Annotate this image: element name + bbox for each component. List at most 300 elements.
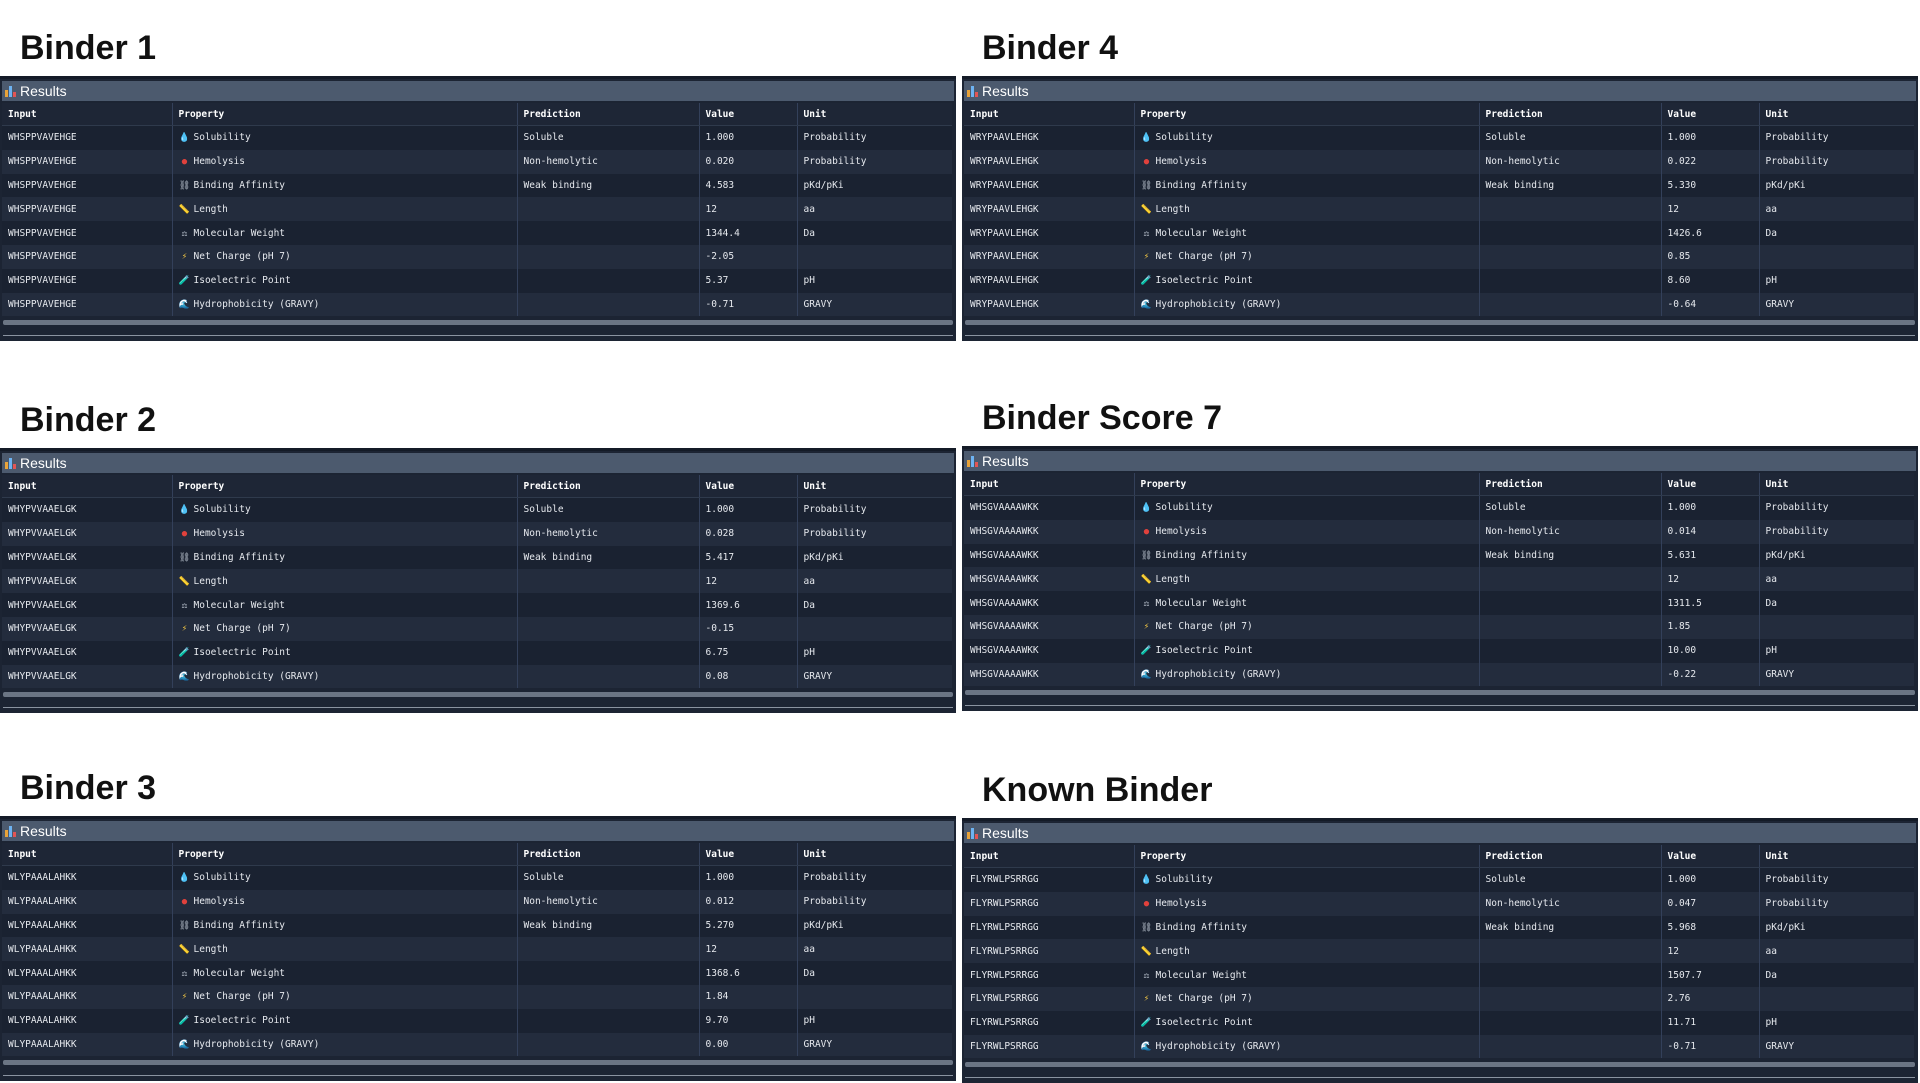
prediction-cell xyxy=(1479,221,1661,245)
scale-icon: ⚖ xyxy=(1143,598,1150,609)
blood-drop-icon: ● xyxy=(181,529,188,540)
property-label: Length xyxy=(1155,203,1190,215)
results-header xyxy=(964,451,1916,471)
unit-cell xyxy=(797,985,952,1009)
input-cell: WLYPAAALAHKK xyxy=(2,985,172,1009)
table-row xyxy=(2,245,952,269)
prediction-cell xyxy=(1479,963,1661,987)
input-cell: WHSGVAAAAWKK xyxy=(964,639,1134,663)
input-cell: FLYRWLPSRRGG xyxy=(964,939,1134,963)
property-cell xyxy=(172,197,517,221)
property-label: Binding Affinity xyxy=(1155,549,1248,561)
panel-title: Binder 2 xyxy=(20,401,157,439)
table-row xyxy=(964,615,1914,639)
unit-cell: pKd/pKi xyxy=(797,174,952,198)
prediction-cell xyxy=(517,1009,699,1033)
property-cell xyxy=(172,174,517,198)
property-label: Binding Affinity xyxy=(193,551,286,563)
property-label: Molecular Weight xyxy=(1155,969,1248,981)
unit-cell: pH xyxy=(797,641,952,665)
horizontal-scrollbar[interactable] xyxy=(965,1062,1915,1067)
table-row xyxy=(964,221,1914,245)
input-cell: WHYPVVAAELGK xyxy=(2,617,172,641)
property-cell xyxy=(1134,892,1479,916)
unit-cell: Probability xyxy=(1759,892,1914,916)
ruler-icon: 📏 xyxy=(1140,946,1153,957)
link-icon: ⛓ xyxy=(178,920,191,931)
results-header xyxy=(964,823,1916,843)
unit-cell: aa xyxy=(1759,567,1914,591)
value-cell: 0.020 xyxy=(699,150,797,174)
property-cell xyxy=(1134,615,1479,639)
table-header-row xyxy=(964,473,1914,496)
value-cell: 12 xyxy=(699,937,797,961)
column-header-value[interactable]: Value xyxy=(699,843,797,866)
property-label: Length xyxy=(193,575,228,587)
column-header-value[interactable]: Value xyxy=(1661,845,1759,868)
property-cell xyxy=(172,293,517,317)
column-header-prediction[interactable]: Prediction xyxy=(1479,845,1661,868)
prediction-cell: Non-hemolytic xyxy=(517,522,699,546)
column-header-unit[interactable]: Unit xyxy=(1759,845,1914,868)
property-cell xyxy=(1134,567,1479,591)
input-cell: WRYPAAVLEHGK xyxy=(964,197,1134,221)
prediction-cell xyxy=(1479,615,1661,639)
prediction-cell xyxy=(517,665,699,689)
column-header-value[interactable]: Value xyxy=(699,475,797,498)
property-cell xyxy=(1134,1035,1479,1059)
bar-chart-icon xyxy=(967,85,978,97)
table-row xyxy=(2,866,952,890)
property-cell xyxy=(172,985,517,1009)
column-header-input[interactable]: Input xyxy=(2,843,172,866)
prediction-cell xyxy=(517,617,699,641)
droplet-icon: 💧 xyxy=(1140,503,1153,514)
property-cell xyxy=(1134,591,1479,615)
property-label: Net Charge (pH 7) xyxy=(193,991,291,1003)
column-header-prediction[interactable]: Prediction xyxy=(1479,473,1661,496)
table-row xyxy=(964,269,1914,293)
wave-icon: 🌊 xyxy=(178,671,191,682)
prediction-cell xyxy=(517,985,699,1009)
property-cell xyxy=(1134,663,1479,687)
link-icon: ⛓ xyxy=(1140,180,1153,191)
unit-cell: Da xyxy=(1759,221,1914,245)
unit-cell: Probability xyxy=(1759,496,1914,520)
prediction-cell: Soluble xyxy=(1479,126,1661,150)
horizontal-scrollbar[interactable] xyxy=(3,320,953,325)
value-cell: 12 xyxy=(1661,567,1759,591)
value-cell: 4.583 xyxy=(699,174,797,198)
results-label: Results xyxy=(20,455,67,471)
value-cell: 8.60 xyxy=(1661,269,1759,293)
input-cell: WRYPAAVLEHGK xyxy=(964,269,1134,293)
input-cell: WHYPVVAAELGK xyxy=(2,498,172,522)
panel-title: Known Binder xyxy=(982,771,1213,809)
table-header-row xyxy=(964,103,1914,126)
table-row xyxy=(964,868,1914,892)
prediction-cell: Weak binding xyxy=(1479,174,1661,198)
value-cell: 1.000 xyxy=(1661,126,1759,150)
unit-cell: Probability xyxy=(1759,150,1914,174)
value-cell: -0.22 xyxy=(1661,663,1759,687)
unit-cell: Probability xyxy=(797,150,952,174)
prediction-cell: Weak binding xyxy=(1479,916,1661,940)
property-cell xyxy=(1134,496,1479,520)
lightning-icon: ⚡ xyxy=(1143,994,1150,1005)
wave-icon: 🌊 xyxy=(178,1039,191,1050)
input-cell: FLYRWLPSRRGG xyxy=(964,916,1134,940)
droplet-icon: 💧 xyxy=(178,505,191,516)
property-label: Hemolysis xyxy=(193,156,245,168)
table-row xyxy=(2,221,952,245)
property-cell xyxy=(1134,269,1479,293)
horizontal-scrollbar[interactable] xyxy=(3,1060,953,1065)
property-label: Isoelectric Point xyxy=(193,1015,291,1027)
unit-cell: Da xyxy=(1759,591,1914,615)
blood-drop-icon: ● xyxy=(1143,157,1150,168)
value-cell: 1369.6 xyxy=(699,593,797,617)
value-cell: -2.05 xyxy=(699,245,797,269)
value-cell: 0.022 xyxy=(1661,150,1759,174)
prediction-cell xyxy=(517,293,699,317)
results-header xyxy=(2,821,954,841)
property-cell xyxy=(1134,174,1479,198)
unit-cell: GRAVY xyxy=(797,1033,952,1057)
property-cell xyxy=(172,890,517,914)
horizontal-scrollbar[interactable] xyxy=(965,320,1915,325)
table-row xyxy=(964,293,1914,317)
column-header-unit[interactable]: Unit xyxy=(797,475,952,498)
unit-cell: aa xyxy=(797,937,952,961)
prediction-cell xyxy=(1479,1011,1661,1035)
prediction-cell: Soluble xyxy=(1479,868,1661,892)
unit-cell: Da xyxy=(1759,963,1914,987)
table-row xyxy=(964,639,1914,663)
input-cell: WHSPPVAVEHGE xyxy=(2,245,172,269)
column-header-unit[interactable]: Unit xyxy=(1759,103,1914,126)
horizontal-scrollbar[interactable] xyxy=(3,692,953,697)
input-cell: WRYPAAVLEHGK xyxy=(964,150,1134,174)
prediction-cell xyxy=(517,197,699,221)
property-cell xyxy=(172,1009,517,1033)
property-cell xyxy=(1134,293,1479,317)
results-label: Results xyxy=(20,823,67,839)
column-header-value[interactable]: Value xyxy=(699,103,797,126)
unit-cell: Probability xyxy=(797,866,952,890)
lightning-icon: ⚡ xyxy=(181,252,188,263)
column-header-property[interactable]: Property xyxy=(1134,845,1479,868)
unit-cell: GRAVY xyxy=(797,665,952,689)
value-cell: 11.71 xyxy=(1661,1011,1759,1035)
input-cell: WHSPPVAVEHGE xyxy=(2,174,172,198)
value-cell: 1.85 xyxy=(1661,615,1759,639)
table-row xyxy=(2,1009,952,1033)
property-label: Isoelectric Point xyxy=(1155,275,1253,287)
property-label: Solubility xyxy=(193,872,251,884)
unit-cell xyxy=(1759,245,1914,269)
property-cell xyxy=(1134,544,1479,568)
value-cell: 1.000 xyxy=(699,866,797,890)
input-cell: WHSPPVAVEHGE xyxy=(2,221,172,245)
panel-title: Binder Score 7 xyxy=(982,399,1222,437)
prediction-cell: Non-hemolytic xyxy=(1479,520,1661,544)
property-label: Hemolysis xyxy=(1155,526,1207,538)
prediction-cell xyxy=(1479,197,1661,221)
unit-cell: Probability xyxy=(1759,520,1914,544)
table-row xyxy=(964,197,1914,221)
prediction-cell: Soluble xyxy=(517,126,699,150)
table-row xyxy=(964,591,1914,615)
property-label: Hydrophobicity (GRAVY) xyxy=(1155,298,1282,310)
table-row xyxy=(2,985,952,1009)
table-row xyxy=(964,245,1914,269)
table-row xyxy=(964,1035,1914,1059)
input-cell: WHSGVAAAAWKK xyxy=(964,663,1134,687)
property-label: Net Charge (pH 7) xyxy=(1155,621,1253,633)
panel-title: Binder 1 xyxy=(20,29,157,67)
property-label: Hemolysis xyxy=(1155,898,1207,910)
results-table xyxy=(2,843,952,1056)
input-cell: FLYRWLPSRRGG xyxy=(964,1011,1134,1035)
property-label: Hemolysis xyxy=(193,528,245,540)
property-label: Length xyxy=(1155,573,1190,585)
table-row xyxy=(964,126,1914,150)
input-cell: WHSGVAAAAWKK xyxy=(964,496,1134,520)
value-cell: 5.270 xyxy=(699,914,797,938)
prediction-cell: Soluble xyxy=(1479,496,1661,520)
value-cell: 0.00 xyxy=(699,1033,797,1057)
input-cell: WHYPVVAAELGK xyxy=(2,546,172,570)
prediction-cell xyxy=(517,221,699,245)
results-table xyxy=(964,473,1914,686)
results-widget xyxy=(962,818,1918,1083)
column-header-property[interactable]: Property xyxy=(1134,103,1479,126)
value-cell: 12 xyxy=(699,569,797,593)
unit-cell: Probability xyxy=(797,890,952,914)
input-cell: WHYPVVAAELGK xyxy=(2,593,172,617)
table-row xyxy=(2,174,952,198)
table-row xyxy=(2,961,952,985)
droplet-icon: 💧 xyxy=(178,873,191,884)
column-header-input[interactable]: Input xyxy=(964,845,1134,868)
property-cell xyxy=(172,498,517,522)
property-cell xyxy=(1134,963,1479,987)
table-row xyxy=(2,197,952,221)
table-row xyxy=(964,174,1914,198)
prediction-cell: Weak binding xyxy=(517,914,699,938)
property-label: Molecular Weight xyxy=(193,967,286,979)
panel-title: Binder 3 xyxy=(20,769,157,807)
value-cell: 1311.5 xyxy=(1661,591,1759,615)
results-header xyxy=(2,81,954,101)
column-header-prediction[interactable]: Prediction xyxy=(517,843,699,866)
property-label: Length xyxy=(1155,945,1190,957)
unit-cell: Da xyxy=(797,593,952,617)
property-cell xyxy=(172,569,517,593)
unit-cell: Probability xyxy=(797,522,952,546)
value-cell: 1368.6 xyxy=(699,961,797,985)
input-cell: WRYPAAVLEHGK xyxy=(964,221,1134,245)
results-label: Results xyxy=(982,825,1029,841)
input-cell: WLYPAAALAHKK xyxy=(2,914,172,938)
table-row xyxy=(2,665,952,689)
property-label: Net Charge (pH 7) xyxy=(1155,993,1253,1005)
property-cell xyxy=(172,593,517,617)
property-cell xyxy=(172,245,517,269)
column-header-input[interactable]: Input xyxy=(964,103,1134,126)
value-cell: 9.70 xyxy=(699,1009,797,1033)
property-label: Net Charge (pH 7) xyxy=(1155,251,1253,263)
value-cell: 1.000 xyxy=(699,498,797,522)
column-header-property[interactable]: Property xyxy=(172,475,517,498)
property-cell xyxy=(172,150,517,174)
unit-cell xyxy=(797,245,952,269)
table-row xyxy=(2,150,952,174)
input-cell: WLYPAAALAHKK xyxy=(2,1033,172,1057)
test-tube-icon: 🧪 xyxy=(1140,276,1153,287)
table-header-row xyxy=(2,103,952,126)
prediction-cell xyxy=(1479,567,1661,591)
prediction-cell xyxy=(1479,939,1661,963)
property-cell xyxy=(172,1033,517,1057)
column-header-property[interactable]: Property xyxy=(172,103,517,126)
prediction-cell xyxy=(1479,293,1661,317)
property-label: Hemolysis xyxy=(193,896,245,908)
input-cell: FLYRWLPSRRGG xyxy=(964,1035,1134,1059)
results-header xyxy=(2,453,954,473)
table-row xyxy=(964,496,1914,520)
divider xyxy=(3,335,953,336)
property-cell xyxy=(172,961,517,985)
unit-cell xyxy=(797,617,952,641)
column-header-unit[interactable]: Unit xyxy=(1759,473,1914,496)
property-label: Hydrophobicity (GRAVY) xyxy=(1155,1040,1282,1052)
input-cell: WHYPVVAAELGK xyxy=(2,522,172,546)
wave-icon: 🌊 xyxy=(1140,299,1153,310)
link-icon: ⛓ xyxy=(1140,550,1153,561)
value-cell: 0.08 xyxy=(699,665,797,689)
table-row xyxy=(2,126,952,150)
results-label: Results xyxy=(20,83,67,99)
property-cell xyxy=(1134,197,1479,221)
blood-drop-icon: ● xyxy=(181,897,188,908)
value-cell: 0.047 xyxy=(1661,892,1759,916)
lightning-icon: ⚡ xyxy=(181,992,188,1003)
value-cell: 5.631 xyxy=(1661,544,1759,568)
table-row xyxy=(2,641,952,665)
value-cell: -0.64 xyxy=(1661,293,1759,317)
property-cell xyxy=(172,937,517,961)
value-cell: 12 xyxy=(1661,939,1759,963)
prediction-cell xyxy=(1479,639,1661,663)
unit-cell: Probability xyxy=(797,498,952,522)
column-header-prediction[interactable]: Prediction xyxy=(1479,103,1661,126)
value-cell: 1.000 xyxy=(699,126,797,150)
table-header-row xyxy=(2,843,952,866)
scale-icon: ⚖ xyxy=(181,968,188,979)
column-header-input[interactable]: Input xyxy=(964,473,1134,496)
droplet-icon: 💧 xyxy=(1140,875,1153,886)
value-cell: 1507.7 xyxy=(1661,963,1759,987)
unit-cell xyxy=(1759,615,1914,639)
property-cell xyxy=(172,665,517,689)
property-label: Hemolysis xyxy=(1155,156,1207,168)
ruler-icon: 📏 xyxy=(178,944,191,955)
table-row xyxy=(964,916,1914,940)
column-header-unit[interactable]: Unit xyxy=(797,843,952,866)
results-widget xyxy=(962,76,1918,341)
input-cell: WLYPAAALAHKK xyxy=(2,890,172,914)
property-label: Hydrophobicity (GRAVY) xyxy=(1155,668,1282,680)
unit-cell xyxy=(1759,987,1914,1011)
property-label: Molecular Weight xyxy=(193,227,286,239)
column-header-prediction[interactable]: Prediction xyxy=(517,103,699,126)
column-header-property[interactable]: Property xyxy=(1134,473,1479,496)
table-row xyxy=(964,150,1914,174)
column-header-unit[interactable]: Unit xyxy=(797,103,952,126)
table-row xyxy=(2,914,952,938)
value-cell: 1.000 xyxy=(1661,868,1759,892)
prediction-cell xyxy=(517,569,699,593)
table-row xyxy=(964,963,1914,987)
column-header-prediction[interactable]: Prediction xyxy=(517,475,699,498)
ruler-icon: 📏 xyxy=(1140,204,1153,215)
test-tube-icon: 🧪 xyxy=(178,276,191,287)
ruler-icon: 📏 xyxy=(178,576,191,587)
horizontal-scrollbar[interactable] xyxy=(965,690,1915,695)
lightning-icon: ⚡ xyxy=(181,624,188,635)
value-cell: 0.012 xyxy=(699,890,797,914)
input-cell: WLYPAAALAHKK xyxy=(2,866,172,890)
column-header-value[interactable]: Value xyxy=(1661,473,1759,496)
prediction-cell xyxy=(517,269,699,293)
property-cell xyxy=(172,522,517,546)
unit-cell: pH xyxy=(1759,639,1914,663)
prediction-cell xyxy=(517,937,699,961)
property-label: Hydrophobicity (GRAVY) xyxy=(193,1038,320,1050)
column-header-input[interactable]: Input xyxy=(2,475,172,498)
prediction-cell xyxy=(517,245,699,269)
input-cell: WLYPAAALAHKK xyxy=(2,961,172,985)
table-row xyxy=(2,890,952,914)
property-cell xyxy=(1134,221,1479,245)
column-header-value[interactable]: Value xyxy=(1661,103,1759,126)
column-header-input[interactable]: Input xyxy=(2,103,172,126)
property-label: Isoelectric Point xyxy=(1155,1017,1253,1029)
unit-cell: Probability xyxy=(797,126,952,150)
value-cell: 1426.6 xyxy=(1661,221,1759,245)
property-label: Net Charge (pH 7) xyxy=(193,251,291,263)
blood-drop-icon: ● xyxy=(1143,899,1150,910)
test-tube-icon: 🧪 xyxy=(178,1016,191,1027)
test-tube-icon: 🧪 xyxy=(1140,1018,1153,1029)
property-label: Solubility xyxy=(193,504,251,516)
test-tube-icon: 🧪 xyxy=(1140,646,1153,657)
property-cell xyxy=(1134,868,1479,892)
input-cell: FLYRWLPSRRGG xyxy=(964,963,1134,987)
property-cell xyxy=(1134,520,1479,544)
prediction-cell xyxy=(1479,987,1661,1011)
column-header-property[interactable]: Property xyxy=(172,843,517,866)
results-label: Results xyxy=(982,453,1029,469)
property-label: Binding Affinity xyxy=(1155,179,1248,191)
unit-cell: pKd/pKi xyxy=(797,914,952,938)
prediction-cell xyxy=(517,961,699,985)
property-cell xyxy=(1134,126,1479,150)
property-label: Binding Affinity xyxy=(193,919,286,931)
value-cell: -0.15 xyxy=(699,617,797,641)
